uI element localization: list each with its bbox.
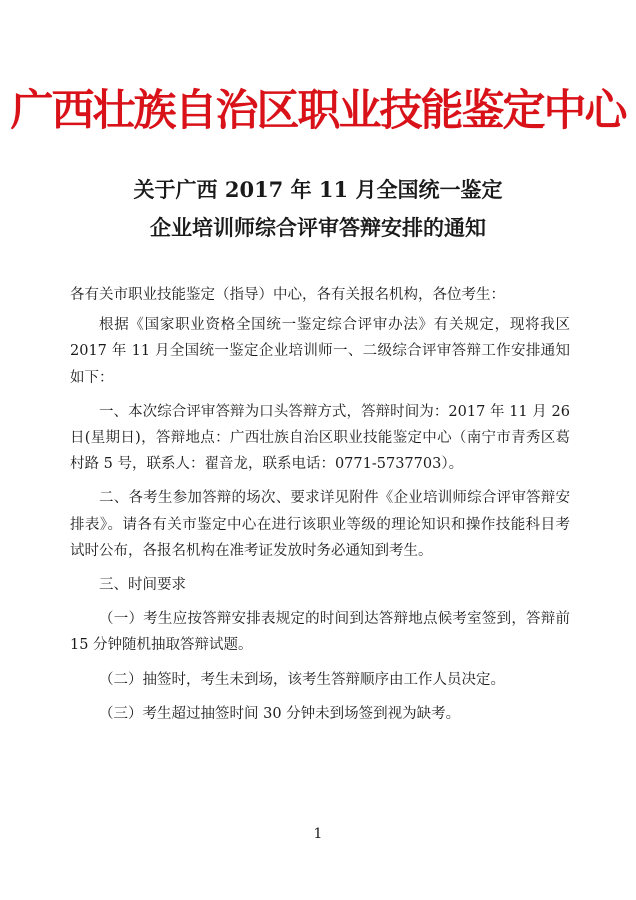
item-1-paragraph: 一、本次综合评审答辩为口头答辩方式，答辩时间为：2017 年 11 月 26 日(星期日)，答辩地点：广西壮族自治区职业技能鉴定中心（南宁市青秀区葛村路 5 号，联系人：翟音龙，联系电话：0771-5737703）。 bbox=[70, 403, 570, 473]
item-3-sub-1: （一）考生应按答辩安排表规定的时间到达答辩地点候考室签到，答辩前 15 分钟随机抽取答辩试题。 bbox=[70, 611, 570, 654]
item-3-sub-3: （三）考生超过抽签时间 30 分钟未到场签到视为缺考。 bbox=[99, 705, 461, 722]
notice-title-line-2: 企业培训师综合评审答辩安排的通知 bbox=[150, 215, 486, 240]
item-3-heading: 三、时间要求 bbox=[99, 577, 186, 594]
organization-header: 广西壮族自治区职业技能鉴定中心 bbox=[10, 86, 626, 136]
notice-body bbox=[70, 282, 570, 727]
item-2-paragraph: 二、各考生参加答辩的场次、要求详见附件《企业培训师综合评审答辩安排表》。请各有关市鉴定中心在进行该职业等级的理论知识和操作技能科目考试时公布，各报名机构在准考证发放时务必通知到考生。 bbox=[70, 490, 570, 559]
page-number: 1 bbox=[313, 826, 323, 842]
item-3-sub-2: （二）抽签时，考生未到场，该考生答辩顺序由工作人员决定。 bbox=[99, 671, 505, 688]
salutation: 各有关市职业技能鉴定（指导）中心，各有关报名机构，各位考生： bbox=[70, 287, 505, 303]
intro-paragraph: 根据《国家职业资格全国统一鉴定综合评审办法》有关规定，现将我区 2017 年 11 月全国统一鉴定企业培训师一、二级综合评审答辩工作安排通知如下： bbox=[70, 317, 570, 386]
notice-title-line-1: 关于广西 2017 年 11 月全国统一鉴定 bbox=[133, 177, 503, 202]
